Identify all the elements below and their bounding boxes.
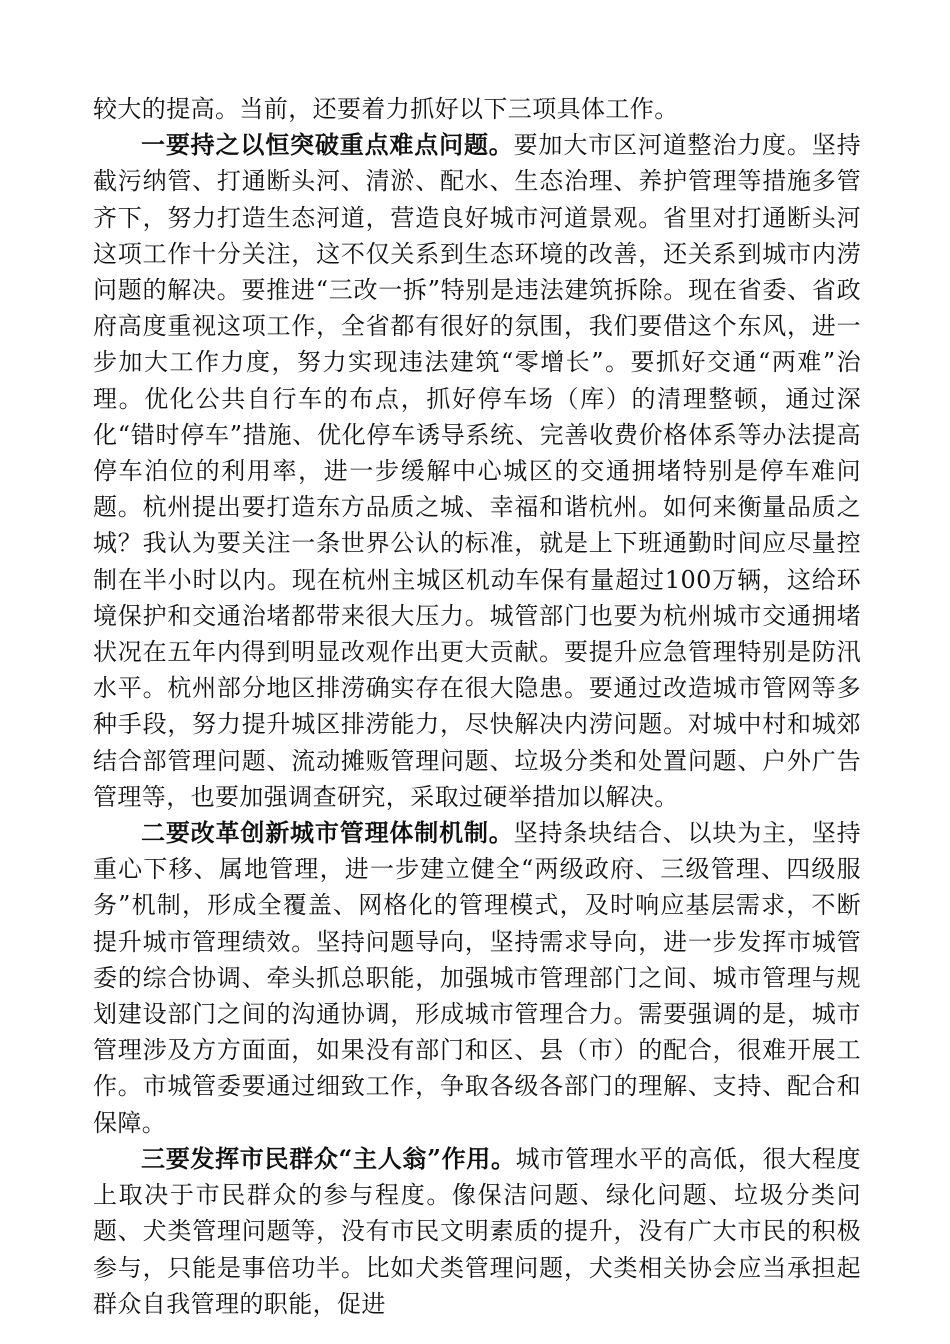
paragraph-point-two [93,815,861,1141]
paragraph-text: 要加大市区河道整治力度。坚持截污纳管、打通断头河、清淤、配水、生态治理、养护管理等措施多管齐下，努力打造生态河道，营造良好城市河道景观。省里对打通断头河这项工作十分关注，这不仅关系到生态环境的改善，还关系到城市内涝问题的解决。要推进“三改一拆”特别是违法建筑拆除。现在省委、省政府高度重视这项工作，全省都有很好的氛围，我们要借这个东风，进一步加大工作力度，努力实现违法建筑“零增长”。要抓好交通“两难”治理。优化公共自行车的布点，抓好停车场（库）的清理整顿，通过深化“错时停车”措施、优化停车诱导系统、完善收费价格体系等办法提高停车泊位的利用率，进一步缓解中心城区的交通拥堵特别是停车难问题。杭州提出要打造东方品质之城、幸福和谐杭州。如何来衡量品质之城？我认为要关注一条世界公认的标准，就是上下班通勤时间应尽量控制在半小时以内。现在杭州主城区机动车保有量超过100万辆，这给环境保护和交通治堵都带来很大压力。城管部门也要为杭州城市交通拥堵状况在五年内得到明显改观作出更大贡献。要提升应急管理特别是防汛水平。杭州部分地区排涝确实存在很大隐患。要通过改造城市管网等多种手段，努力提升城区排涝能力，尽快解决内涝问题。对城中村和城郊结合部管理问题、流动摊贩管理问题、垃圾分类和处置问题、户外广告管理等，也要加强调查研究，采取过硬举措加以解决。 [93,131,861,811]
paragraph-text: 坚持条块结合、以块为主，坚持重心下移、属地管理，进一步建立健全“两级政府、三级管理、四级服务”机制，形成全覆盖、网格化的管理模式，及时响应基层需求，不断提升城市管理绩效。坚持问题导向，坚持需求导向，进一步发挥市城管委的综合协调、牵头抓总职能，加强城市管理部门之间、城市管理与规划建设部门之间的沟通协调，形成城市管理合力。需要强调的是，城市管理涉及方方面面，如果没有部门和区、县（市）的配合，很难开展工作。市城管委要通过细致工作，争取各级各部门的理解、支持、配合和保障。 [93,819,861,1137]
paragraph-intro-continuation [93,91,861,127]
paragraph-lead-heading: 三要发挥市民群众“主人翁”作用。 [141,1143,516,1173]
paragraph-lead-heading: 一要持之以恒突破重点难点问题。 [141,130,514,160]
document-body [93,91,861,1322]
paragraph-text: 城市管理水平的高低，很大程度上取决于市民群众的参与程度。像保洁问题、绿化问题、垃圾分类问题、犬类管理问题等，没有市民文明素质的提升，没有广大市民的积极参与，只能是事倍功半。比如犬类管理问题，犬类相关协会应当承担起群众自我管理的职能，促进 [93,1144,861,1318]
paragraph-text: 较大的提高。当前，还要着力抓好以下三项具体工作。 [93,95,679,123]
paragraph-point-one [93,127,861,815]
paragraph-point-three [93,1141,861,1322]
paragraph-lead-heading: 二要改革创新城市管理体制机制。 [141,818,514,848]
